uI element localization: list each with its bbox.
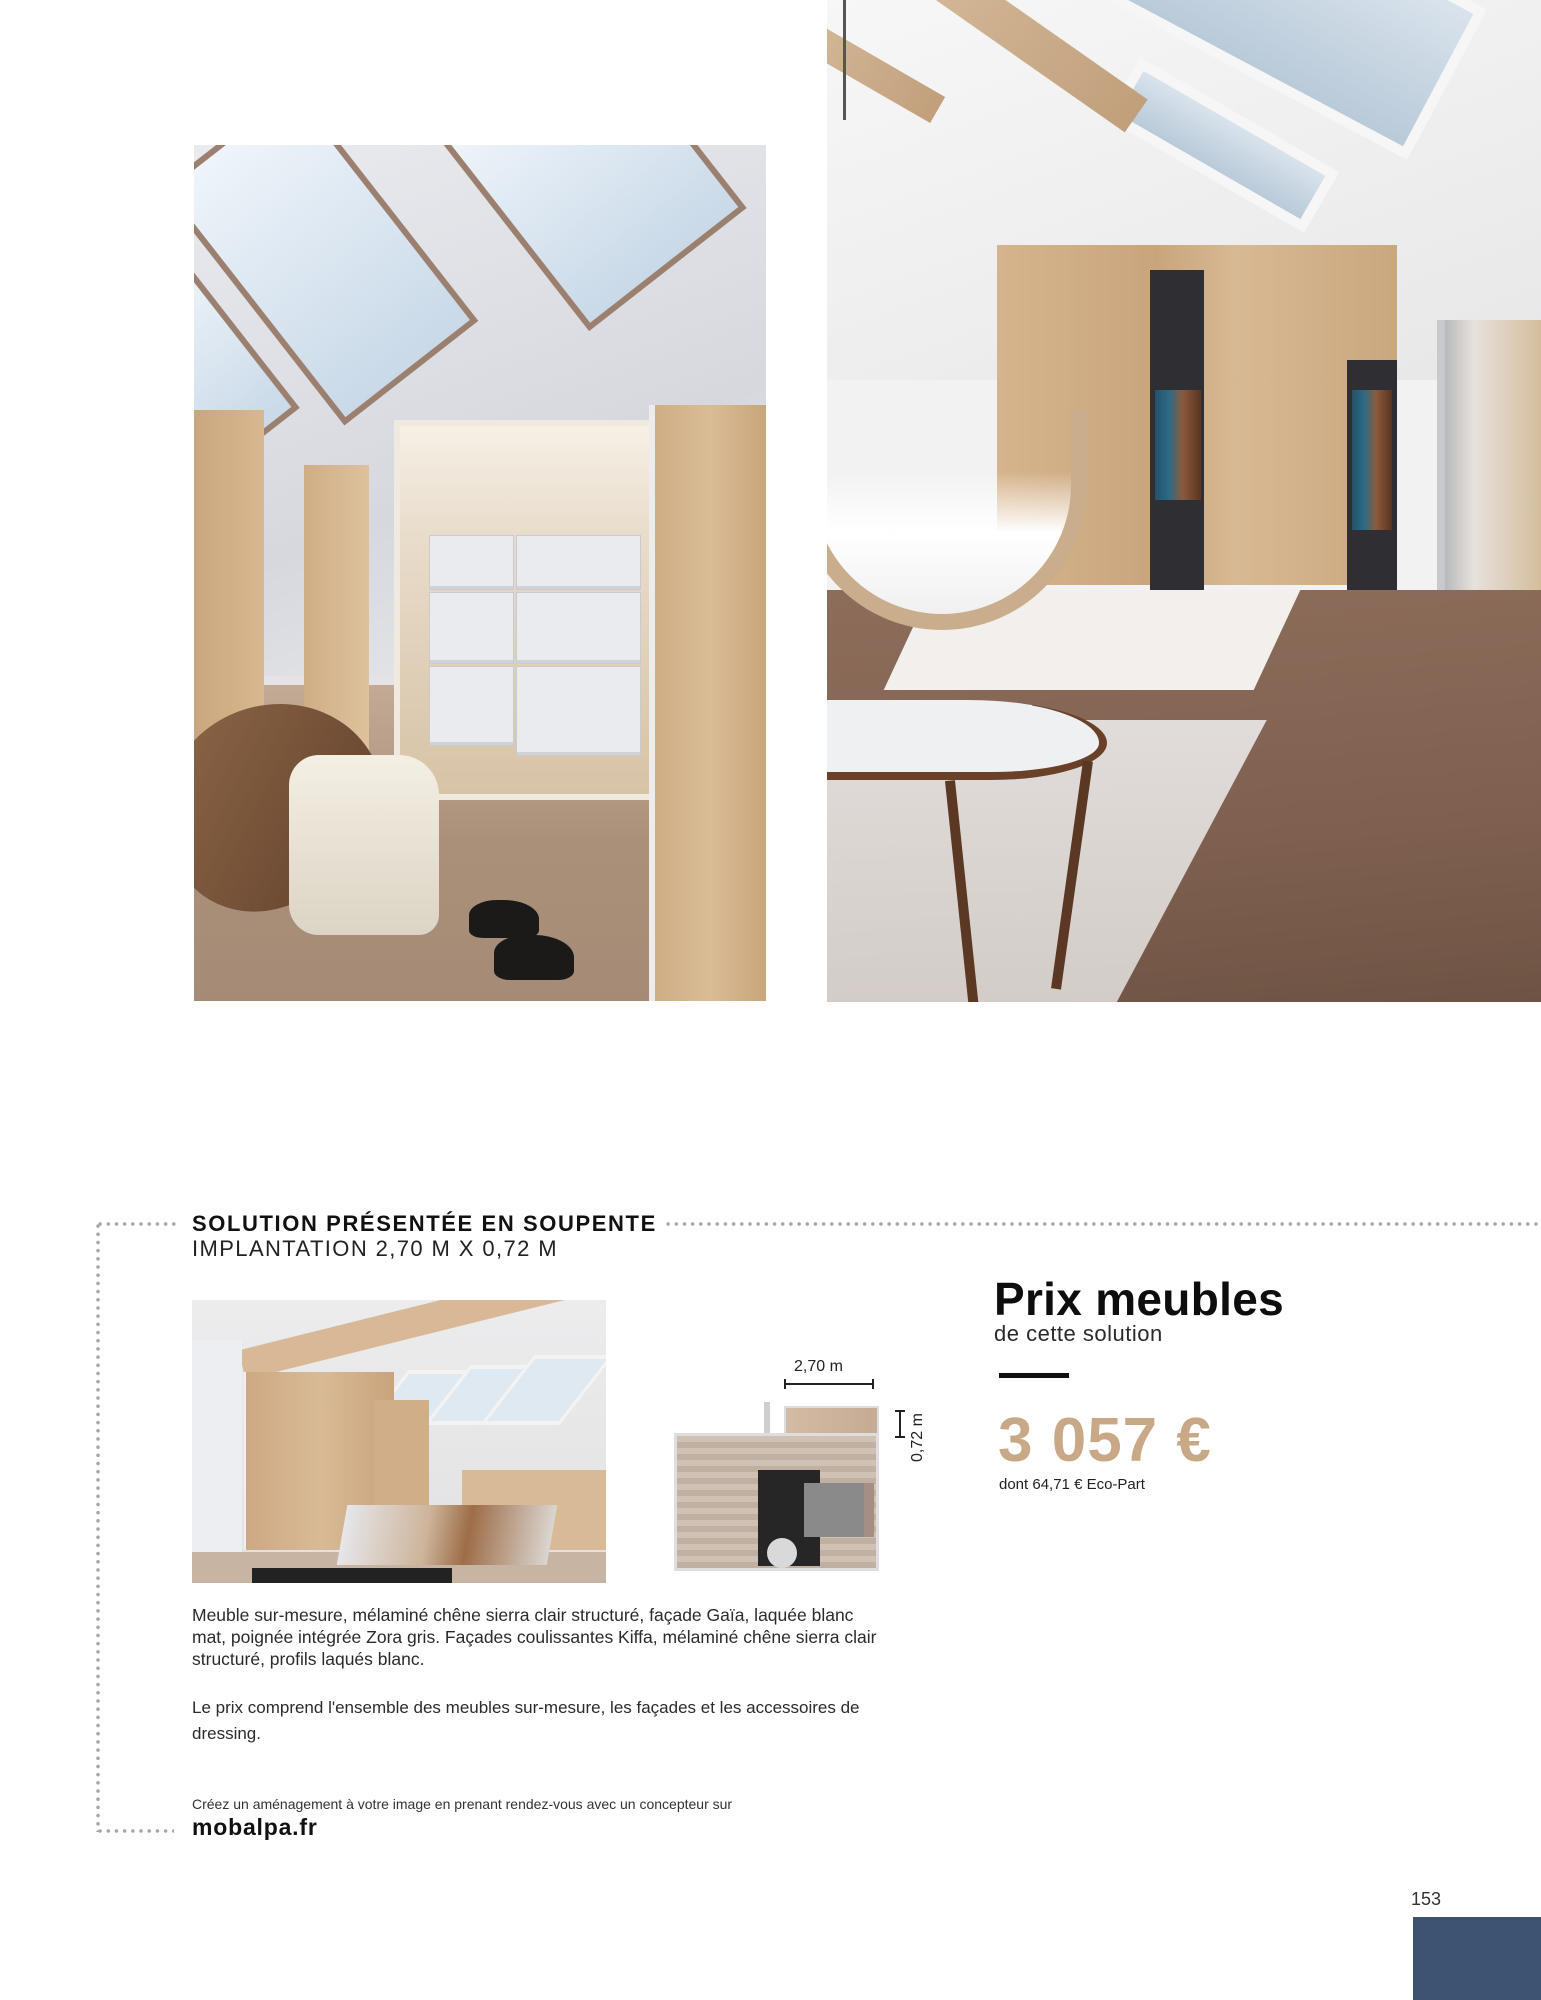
attic-bedroom-photo [194,145,766,1001]
page-number: 153 [1411,1889,1442,1909]
solution-title: SOLUTION PRÉSENTÉE EN SOUPENTE [192,1211,657,1236]
plan-width-dimension-line [784,1383,874,1385]
plan-depth-dimension-line [899,1410,901,1438]
price-divider [999,1373,1069,1378]
page-tab-marker [1413,1917,1541,2000]
dotted-frame-left [96,1222,100,1832]
solution-dimensions: IMPLANTATION 2,70 M X 0,72 M [192,1236,559,1261]
eco-part-note: dont 64,71 € Eco-Part [999,1476,1145,1493]
dotted-frame-top-right [664,1222,1541,1226]
plan-depth-label: 0,72 m [909,1413,926,1462]
appointment-cta: Créez un aménagement à votre image en prenant rendez-vous avec un concepteur sur [192,1796,733,1812]
dotted-frame-top-left [96,1222,178,1226]
price-inclusion-note: Le prix comprend l'ensemble des meubles sur-mesure, les façades et les accessoires de dressing. [192,1698,860,1743]
plan-wardrobe [784,1406,879,1436]
price-amount: 3 057 € [998,1406,1212,1475]
attic-dressing-photo [827,0,1541,1002]
product-description: Meuble sur-mesure, mélaminé chêne sierra clair structuré, façade Gaïa, laquée blanc mat, poignée intégrée Zora gris. Façades coulissantes Kiffa, mélaminé chêne sierra clair structuré, profils laqués blanc. [192,1605,877,1669]
plan-width-label: 2,70 m [794,1358,843,1375]
price-title: Prix meubles [994,1273,1284,1325]
website-link[interactable]: mobalpa.fr [192,1814,318,1840]
dotted-frame-bottom [96,1829,174,1833]
solution-thumbnail-photo [192,1300,606,1583]
plan-bed [804,1483,874,1537]
price-subtitle: de cette solution [994,1321,1163,1346]
floor-plan-diagram [666,1340,936,1590]
